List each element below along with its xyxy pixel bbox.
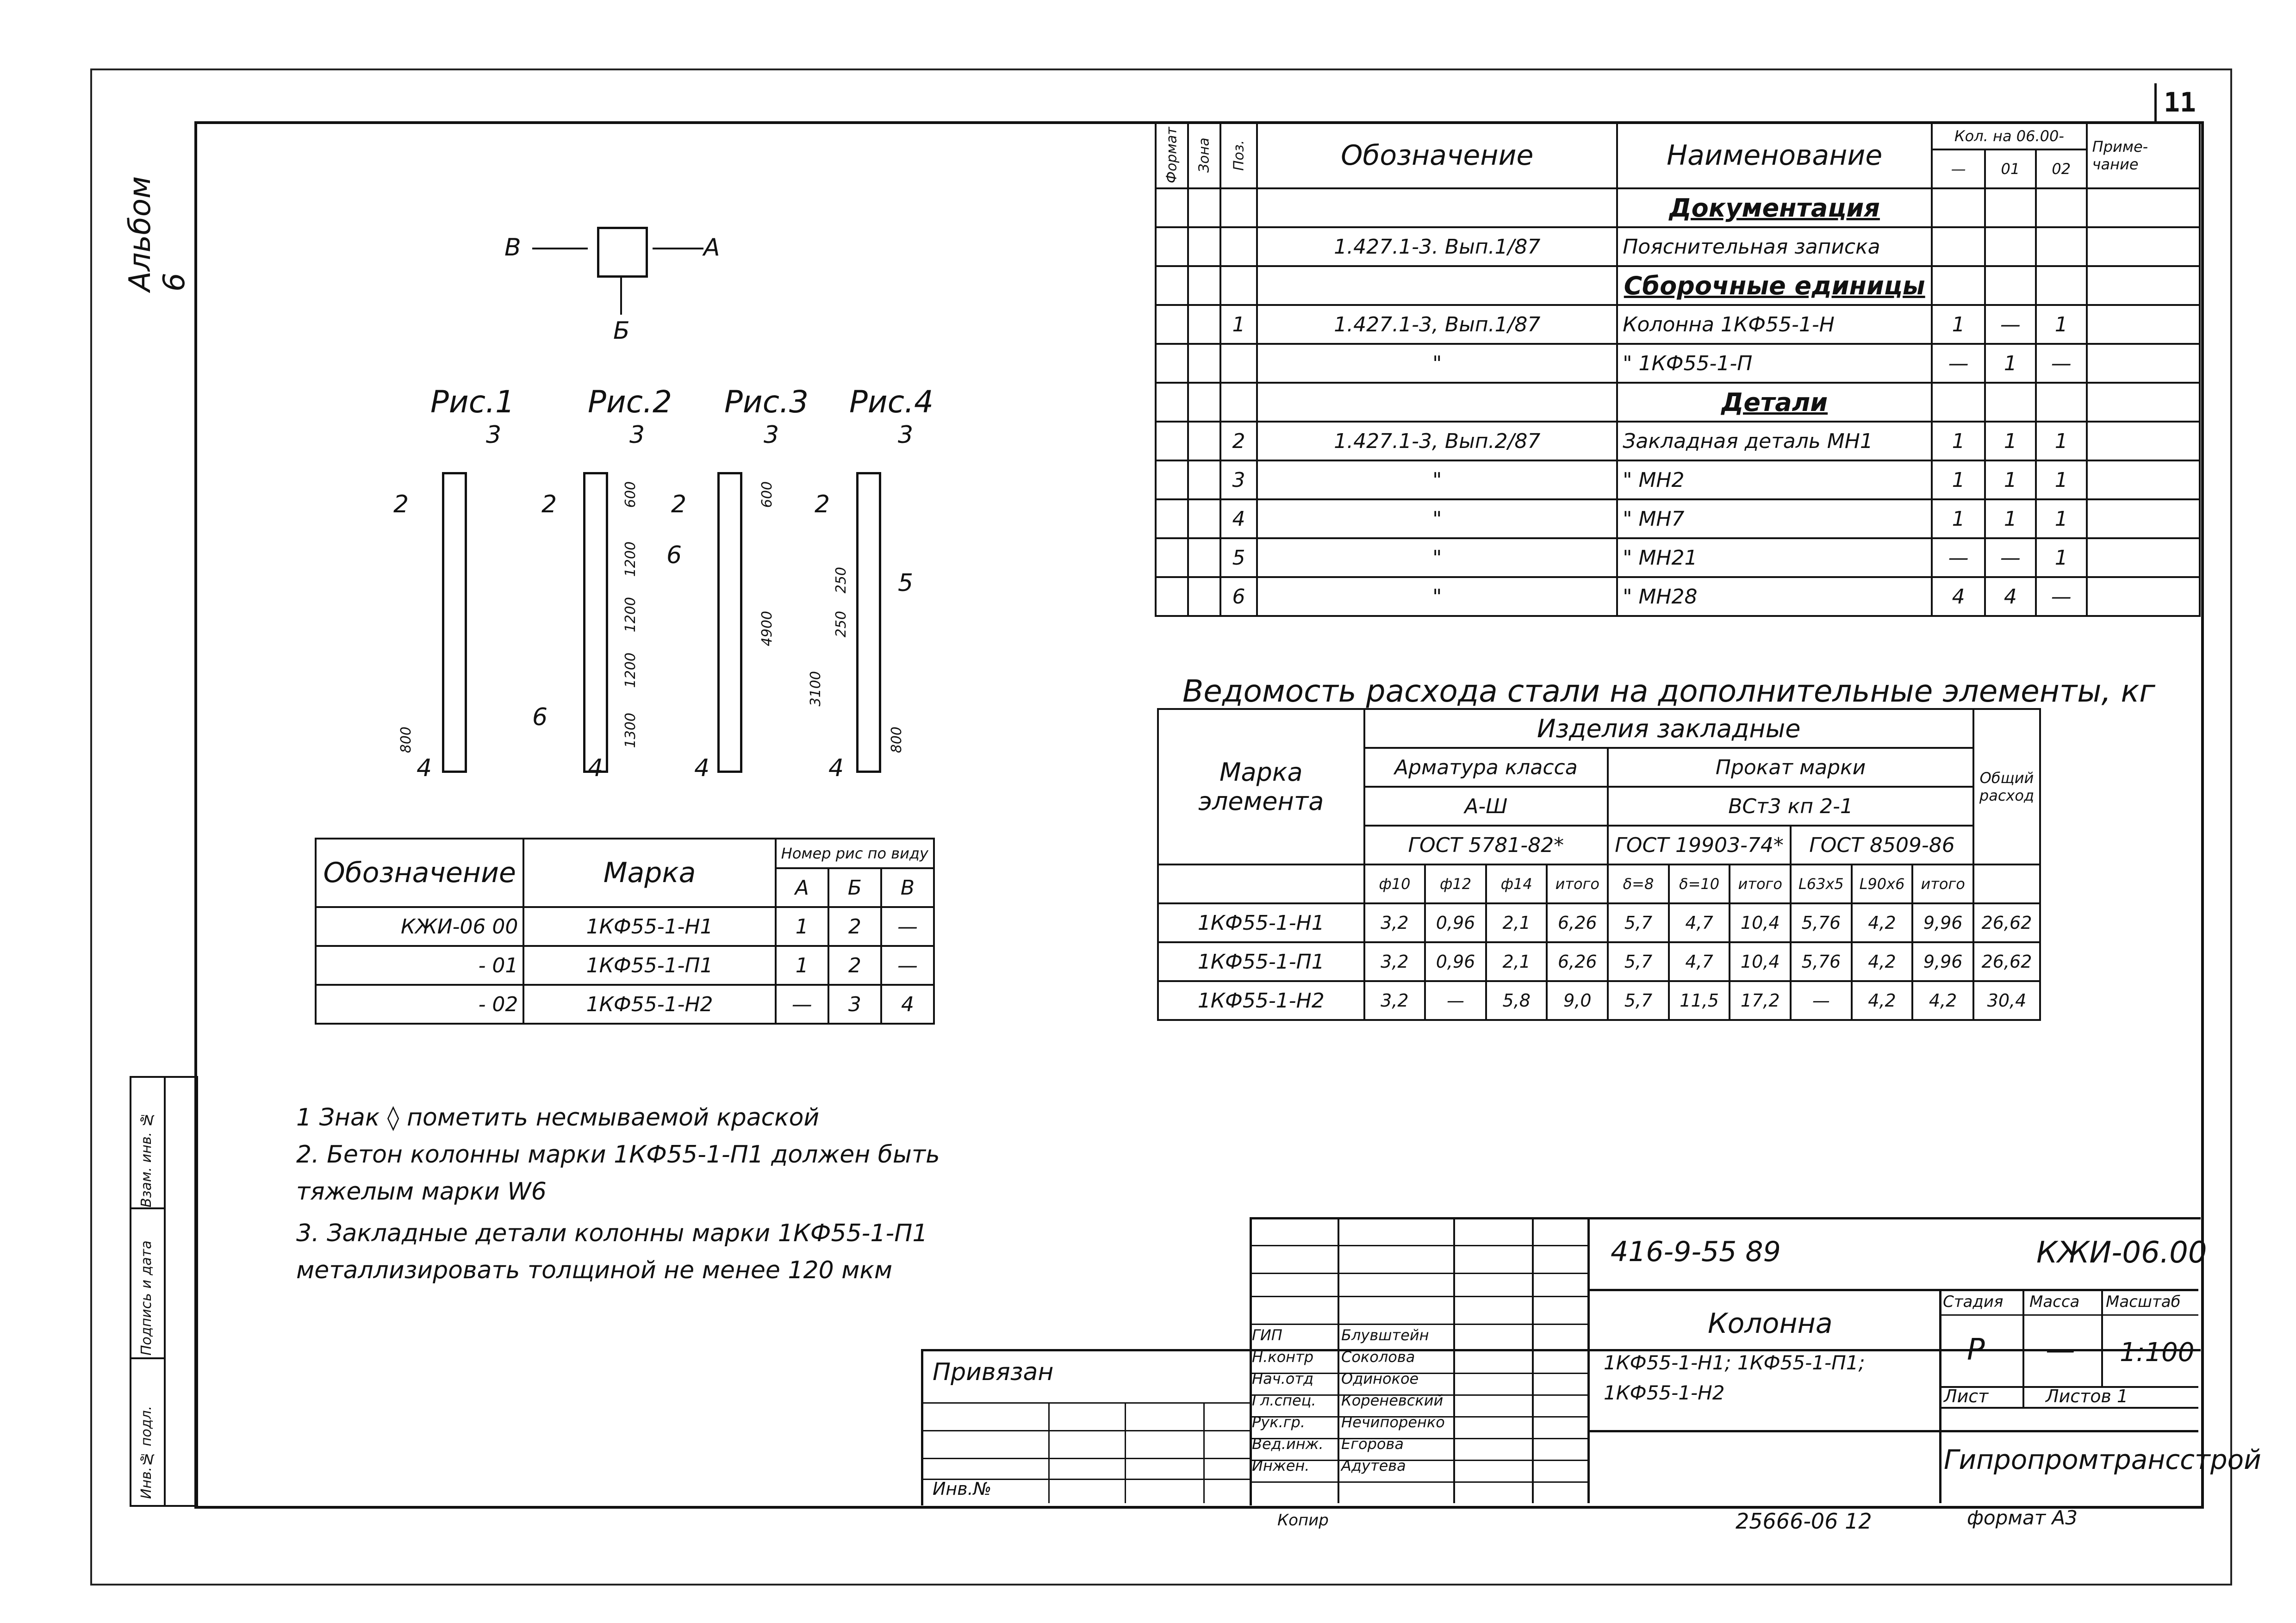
header-format: Формат xyxy=(1156,122,1188,188)
spec-cell: Сборочные единицы xyxy=(1617,266,1932,305)
view-arrow-b xyxy=(532,248,588,249)
side-strip xyxy=(130,1076,198,1507)
dimension: 1200 xyxy=(622,597,639,633)
callout-3: 3 xyxy=(486,421,502,449)
role-name: Соколова xyxy=(1341,1348,1415,1366)
marks-cell: 1 xyxy=(776,907,828,946)
steel-value: 3,2 xyxy=(1364,981,1425,1020)
note-line: 1 Знак ◊ пометить несмываемой краской xyxy=(296,1104,820,1132)
spec-cell: " 1КФ55-1-П xyxy=(1617,344,1932,383)
spec-cell xyxy=(1188,344,1220,383)
spec-cell: 1 xyxy=(1985,422,2036,460)
spec-cell: 1 xyxy=(2036,460,2087,499)
copied-label: Копир xyxy=(1277,1511,1329,1530)
spec-cell xyxy=(1156,577,1188,616)
marks-row xyxy=(316,946,934,985)
spec-cell xyxy=(1932,266,1985,305)
role-name: Одинокое xyxy=(1341,1370,1419,1387)
header-qty: Кол. на 06.00- xyxy=(1932,122,2086,149)
header-name: Наименование xyxy=(1617,122,1932,188)
steel-mark: 1КФ55-1-Н2 xyxy=(1158,981,1364,1020)
marks-cell: КЖИ-06 00 xyxy=(316,907,523,946)
steel-col-header: ф10 xyxy=(1364,864,1425,903)
title-name: Колонна xyxy=(1708,1307,1833,1340)
spec-cell: 1 xyxy=(2036,538,2087,577)
marks-row xyxy=(316,985,934,1024)
spec-cell xyxy=(2036,188,2087,227)
spec-cell: 4 xyxy=(1220,499,1257,538)
callout-3: 3 xyxy=(764,421,779,449)
steel-row xyxy=(1158,903,2040,942)
steel-value: 9,96 xyxy=(1912,903,1973,942)
spec-cell xyxy=(1188,422,1220,460)
callout-4: 4 xyxy=(694,754,710,782)
spec-cell: 1 xyxy=(1932,305,1985,344)
dimension: 1200 xyxy=(622,653,639,688)
role-name: Адутева xyxy=(1341,1457,1406,1474)
spec-cell: " xyxy=(1257,344,1617,383)
steel-mark-header: Марка элемента xyxy=(1158,709,1364,864)
steel-col-header: итого xyxy=(1912,864,1973,903)
spec-cell xyxy=(1188,460,1220,499)
steel-row xyxy=(1158,981,2040,1020)
column-drawing xyxy=(856,472,881,773)
view-square xyxy=(597,227,648,278)
spec-cell xyxy=(1220,344,1257,383)
spec-cell: " xyxy=(1257,577,1617,616)
spec-cell: — xyxy=(2036,344,2087,383)
steel-value: 9,96 xyxy=(1912,942,1973,981)
steel-col-header: L63х5 xyxy=(1791,864,1852,903)
steel-value: 26,62 xyxy=(1973,903,2040,942)
steel-value: 0,96 xyxy=(1425,942,1486,981)
spec-cell: " МН28 xyxy=(1617,577,1932,616)
spec-cell xyxy=(2036,383,2087,422)
header-qty-02: 02 xyxy=(2036,149,2087,188)
steel-value: 3,2 xyxy=(1364,942,1425,981)
callout-4: 4 xyxy=(417,754,432,782)
stage-header: Стадия xyxy=(1943,1293,2004,1311)
steel-value: 4,2 xyxy=(1852,942,1913,981)
steel-col-header: ф14 xyxy=(1486,864,1547,903)
spec-cell xyxy=(2087,188,2200,227)
spec-cell xyxy=(1188,538,1220,577)
marks-header-view-b: Б xyxy=(828,868,881,907)
steel-rebar-class: А-Ш xyxy=(1364,787,1608,826)
marks-cell: — xyxy=(881,907,934,946)
spec-cell xyxy=(1220,266,1257,305)
spec-cell xyxy=(2087,266,2200,305)
callout-6: 6 xyxy=(666,541,682,569)
steel-value: 4,2 xyxy=(1912,981,1973,1020)
spec-cell xyxy=(2087,499,2200,538)
steel-value: 5,7 xyxy=(1608,981,1669,1020)
dimension: 1300 xyxy=(622,713,639,748)
header-note: Приме-чание xyxy=(2087,122,2200,188)
spec-cell xyxy=(2087,460,2200,499)
steel-value: 26,62 xyxy=(1973,942,2040,981)
spec-cell: 6 xyxy=(1220,577,1257,616)
steel-value: 9,0 xyxy=(1547,981,1608,1020)
role-title: Вед.инж. xyxy=(1252,1435,1324,1453)
steel-value: 4,2 xyxy=(1852,903,1913,942)
steel-value: — xyxy=(1791,981,1852,1020)
spec-cell xyxy=(2087,305,2200,344)
spec-cell: 1 xyxy=(2036,422,2087,460)
marks-row xyxy=(316,907,934,946)
spec-cell: 1.427.1-3, Вып.2/87 xyxy=(1257,422,1617,460)
dimension: 1200 xyxy=(622,541,639,577)
spec-cell xyxy=(1932,383,1985,422)
format-label: формат А3 xyxy=(1967,1506,2078,1529)
callout-3: 3 xyxy=(629,421,645,449)
note-line: металлизировать толщиной не менее 120 мкм xyxy=(296,1256,893,1284)
spec-cell xyxy=(2087,383,2200,422)
spec-row xyxy=(1156,188,2200,227)
note-line: 2. Бетон колонны марки 1КФ55-1-П1 должен быть xyxy=(296,1141,940,1169)
album-label: Альбом 6 xyxy=(123,176,192,292)
callout-5: 5 xyxy=(898,569,914,597)
steel-col-header: итого xyxy=(1730,864,1791,903)
steel-rolled-header: Прокат марки xyxy=(1608,748,1973,787)
marks-cell: 3 xyxy=(828,985,881,1024)
spec-cell: 1.427.1-3, Вып.1/87 xyxy=(1257,305,1617,344)
title-subtitle-2: 1КФ55-1-Н2 xyxy=(1604,1381,1725,1404)
note-line: тяжелым марки W6 xyxy=(296,1178,547,1206)
steel-rebar-gost: ГОСТ 5781-82* xyxy=(1364,826,1608,864)
steel-table xyxy=(1157,708,2041,1021)
marks-table xyxy=(315,838,935,1025)
dimension: 800 xyxy=(889,727,905,753)
stage-value: Р xyxy=(1967,1333,1985,1367)
spec-cell: — xyxy=(1932,344,1985,383)
marks-cell: 4 xyxy=(881,985,934,1024)
dimension: 3100 xyxy=(808,671,824,707)
figure-title: Рис.4 xyxy=(849,384,933,420)
dimension: 800 xyxy=(398,727,414,753)
spec-cell: 4 xyxy=(1985,577,2036,616)
steel-value: 4,7 xyxy=(1669,942,1730,981)
steel-value: 4,7 xyxy=(1669,903,1730,942)
spec-cell: " МН21 xyxy=(1617,538,1932,577)
steel-col-header: ф12 xyxy=(1425,864,1486,903)
spec-cell xyxy=(1985,383,2036,422)
spec-cell xyxy=(1985,188,2036,227)
side-label-inv: Инв.№ подл. xyxy=(138,1405,155,1499)
spec-cell xyxy=(2087,538,2200,577)
side-label-sign: Подпись и дата xyxy=(138,1240,155,1356)
callout-2: 2 xyxy=(393,491,409,518)
document-code: КЖИ-06.00 xyxy=(2036,1236,2207,1270)
figure-title: Рис.2 xyxy=(588,384,672,420)
steel-value: 4,2 xyxy=(1852,981,1913,1020)
spec-cell: " xyxy=(1257,460,1617,499)
spec-cell: 1 xyxy=(1985,499,2036,538)
spec-cell xyxy=(1156,188,1188,227)
spec-row xyxy=(1156,577,2200,616)
callout-3: 3 xyxy=(898,421,914,449)
role-name: Блувштейн xyxy=(1341,1326,1429,1344)
steel-value: 6,26 xyxy=(1547,942,1608,981)
callout-2: 2 xyxy=(671,491,687,518)
steel-value: 5,8 xyxy=(1486,981,1547,1020)
steel-col-header: δ=8 xyxy=(1608,864,1669,903)
header-designation: Обозначение xyxy=(1257,122,1617,188)
spec-cell xyxy=(1932,188,1985,227)
marks-cell: 1КФ55-1-П1 xyxy=(523,946,775,985)
spec-cell xyxy=(1156,266,1188,305)
spec-cell: " МН2 xyxy=(1617,460,1932,499)
spec-cell xyxy=(2036,227,2087,266)
spec-row xyxy=(1156,422,2200,460)
title-subtitle-1: 1КФ55-1-Н1; 1КФ55-1-П1; xyxy=(1604,1351,1865,1374)
view-label-a: А xyxy=(703,234,720,261)
spec-cell xyxy=(1220,188,1257,227)
spec-row xyxy=(1156,499,2200,538)
steel-products-header: Изделия закладные xyxy=(1364,709,1973,748)
spec-header-row xyxy=(1156,122,2200,149)
marks-header-view-a: А xyxy=(776,868,828,907)
spec-cell: Детали xyxy=(1617,383,1932,422)
steel-value: 11,5 xyxy=(1669,981,1730,1020)
header-zone: Зона xyxy=(1188,122,1220,188)
dimension: 600 xyxy=(759,481,775,508)
spec-cell: Закладная деталь МН1 xyxy=(1617,422,1932,460)
spec-cell: " xyxy=(1257,538,1617,577)
spec-cell xyxy=(1188,577,1220,616)
scale-header: Масштаб xyxy=(2106,1293,2181,1311)
marks-cell: 1КФ55-1-Н1 xyxy=(523,907,775,946)
role-title: Гл.спец. xyxy=(1252,1392,1316,1409)
spec-table xyxy=(1155,121,2201,617)
marks-cell: 2 xyxy=(828,946,881,985)
steel-value: 5,76 xyxy=(1791,903,1852,942)
spec-cell: " МН7 xyxy=(1617,499,1932,538)
steel-gost-2: ГОСТ 8509-86 xyxy=(1791,826,1973,864)
steel-value: 17,2 xyxy=(1730,981,1791,1020)
spec-row xyxy=(1156,305,2200,344)
steel-value: 6,26 xyxy=(1547,903,1608,942)
steel-value: 10,4 xyxy=(1730,903,1791,942)
steel-value: 3,2 xyxy=(1364,903,1425,942)
marks-header-mark: Марка xyxy=(523,839,775,907)
project-code: 416-9-55 89 xyxy=(1611,1236,1781,1268)
steel-col-header: L90х6 xyxy=(1852,864,1913,903)
steel-value: 10,4 xyxy=(1730,942,1791,981)
steel-rolled-grade: ВСт3 кп 2-1 xyxy=(1608,787,1973,826)
spec-cell xyxy=(2087,344,2200,383)
callout-4: 4 xyxy=(588,754,604,782)
spec-cell: — xyxy=(2036,577,2087,616)
side-label-replace: Взам. инв. № xyxy=(138,1111,155,1207)
spec-cell xyxy=(1188,383,1220,422)
figure-title: Рис.3 xyxy=(724,384,809,420)
spec-cell: 1 xyxy=(2036,499,2087,538)
spec-cell xyxy=(1156,422,1188,460)
figure-title: Рис.1 xyxy=(430,384,515,420)
spec-cell: 1 xyxy=(1932,499,1985,538)
spec-cell xyxy=(1257,383,1617,422)
steel-rebar-header: Арматура класса xyxy=(1364,748,1608,787)
spec-cell: 1 xyxy=(1932,422,1985,460)
spec-cell xyxy=(2087,577,2200,616)
marks-header-designation: Обозначение xyxy=(316,839,523,907)
header-pos: Поз. xyxy=(1220,122,1257,188)
scale-value: 1:100 xyxy=(2120,1337,2195,1368)
spec-cell xyxy=(1156,227,1188,266)
view-label-b: В xyxy=(504,234,521,261)
callout-4: 4 xyxy=(828,754,844,782)
spec-cell xyxy=(1220,383,1257,422)
spec-cell: 1 xyxy=(1220,305,1257,344)
spec-cell xyxy=(1985,227,2036,266)
marks-cell: — xyxy=(776,985,828,1024)
column-drawing xyxy=(442,472,467,773)
spec-cell xyxy=(1156,499,1188,538)
role-title: ГИП xyxy=(1252,1326,1282,1344)
spec-row xyxy=(1156,383,2200,422)
steel-title: Ведомость расхода стали на дополнительные элементы, кг xyxy=(1182,673,2155,709)
spec-cell xyxy=(1188,499,1220,538)
spec-cell: 3 xyxy=(1220,460,1257,499)
spec-cell: 1 xyxy=(1932,460,1985,499)
spec-cell: " xyxy=(1257,499,1617,538)
steel-value: 0,96 xyxy=(1425,903,1486,942)
spec-cell: — xyxy=(1932,538,1985,577)
steel-value: 5,76 xyxy=(1791,942,1852,981)
spec-cell xyxy=(1156,344,1188,383)
column-drawing xyxy=(717,472,742,773)
spec-cell xyxy=(1188,188,1220,227)
steel-value: — xyxy=(1425,981,1486,1020)
spec-cell xyxy=(1257,266,1617,305)
dimension: 250 xyxy=(833,567,849,594)
steel-value: 2,1 xyxy=(1486,942,1547,981)
spec-cell xyxy=(1985,266,2036,305)
steel-mark: 1КФ55-1-П1 xyxy=(1158,942,1364,981)
mass-header: Масса xyxy=(2029,1293,2080,1311)
footer-number: 25666-06 12 xyxy=(1736,1509,1872,1534)
callout-6: 6 xyxy=(532,703,548,731)
spec-row xyxy=(1156,344,2200,383)
steel-mark: 1КФ55-1-Н1 xyxy=(1158,903,1364,942)
steel-value: 5,7 xyxy=(1608,942,1669,981)
callout-2: 2 xyxy=(541,491,557,518)
spec-cell: — xyxy=(1985,305,2036,344)
steel-value: 30,4 xyxy=(1973,981,2040,1020)
spec-cell: 1 xyxy=(2036,305,2087,344)
spec-cell: 4 xyxy=(1932,577,1985,616)
view-arrow-bottom xyxy=(620,278,622,315)
page-number: 11 xyxy=(2154,83,2203,124)
header-qty-01: 01 xyxy=(1985,149,2036,188)
inv-label: Инв.№ xyxy=(933,1479,992,1499)
sheet-header: Лист xyxy=(1944,1386,1989,1406)
dimension: 4900 xyxy=(759,611,775,647)
dimension: 600 xyxy=(622,481,639,508)
spec-cell xyxy=(1156,460,1188,499)
marks-cell: 2 xyxy=(828,907,881,946)
spec-cell xyxy=(2087,227,2200,266)
spec-cell xyxy=(1220,227,1257,266)
role-name: Кореневский xyxy=(1341,1392,1444,1409)
column-drawing xyxy=(583,472,608,773)
role-name: Нечипоренко xyxy=(1341,1413,1445,1431)
spec-cell xyxy=(2036,266,2087,305)
spec-cell xyxy=(1156,538,1188,577)
role-title: Инжен. xyxy=(1252,1457,1310,1474)
spec-cell: 1 xyxy=(1985,460,2036,499)
spec-cell: Пояснительная записка xyxy=(1617,227,1932,266)
marks-cell: 1КФ55-1-Н2 xyxy=(523,985,775,1024)
spec-row xyxy=(1156,266,2200,305)
bound-label: Привязан xyxy=(933,1358,1054,1386)
sheets-header: Листов 1 xyxy=(2046,1386,2128,1406)
spec-cell xyxy=(1257,188,1617,227)
role-name: Егорова xyxy=(1341,1435,1404,1453)
spec-cell: 1.427.1-3. Вып.1/87 xyxy=(1257,227,1617,266)
spec-cell xyxy=(2087,422,2200,460)
marks-cell: 1 xyxy=(776,946,828,985)
header-qty-00: — xyxy=(1932,149,1985,188)
steel-value: 2,1 xyxy=(1486,903,1547,942)
marks-cell: — xyxy=(881,946,934,985)
spec-cell xyxy=(1188,266,1220,305)
spec-row xyxy=(1156,227,2200,266)
role-title: Н.контр xyxy=(1252,1348,1314,1366)
steel-row xyxy=(1158,942,2040,981)
steel-total-header: Общий расход xyxy=(1973,709,2040,864)
spec-row xyxy=(1156,538,2200,577)
spec-cell xyxy=(1188,305,1220,344)
note-line: 3. Закладные детали колонны марки 1КФ55-1-П1 xyxy=(296,1219,928,1247)
dimension: 250 xyxy=(833,611,849,638)
role-title: Рук.гр. xyxy=(1252,1413,1306,1431)
steel-col-header: итого xyxy=(1547,864,1608,903)
organization: Гипропромтрансстрой xyxy=(1944,1444,2261,1475)
steel-gost-1: ГОСТ 19903-74* xyxy=(1608,826,1791,864)
mass-value: — xyxy=(2046,1333,2075,1367)
spec-cell xyxy=(1932,227,1985,266)
spec-cell: Колонна 1КФ55-1-Н xyxy=(1617,305,1932,344)
spec-cell: 5 xyxy=(1220,538,1257,577)
spec-cell: 2 xyxy=(1220,422,1257,460)
spec-cell: — xyxy=(1985,538,2036,577)
spec-cell xyxy=(1188,227,1220,266)
spec-row xyxy=(1156,460,2200,499)
steel-col-header: δ=10 xyxy=(1669,864,1730,903)
marks-header-view-v: В xyxy=(881,868,934,907)
spec-cell xyxy=(1156,305,1188,344)
marks-header-fig: Номер рис по виду xyxy=(776,839,934,868)
spec-cell: Документация xyxy=(1617,188,1932,227)
callout-2: 2 xyxy=(815,491,830,518)
steel-value: 5,7 xyxy=(1608,903,1669,942)
role-title: Нач.отд xyxy=(1252,1370,1314,1387)
marks-cell: - 02 xyxy=(316,985,523,1024)
spec-cell xyxy=(1156,383,1188,422)
spec-cell: 1 xyxy=(1985,344,2036,383)
view-arrow-a xyxy=(653,248,703,249)
view-label-bottom: Б xyxy=(613,317,630,345)
marks-cell: - 01 xyxy=(316,946,523,985)
